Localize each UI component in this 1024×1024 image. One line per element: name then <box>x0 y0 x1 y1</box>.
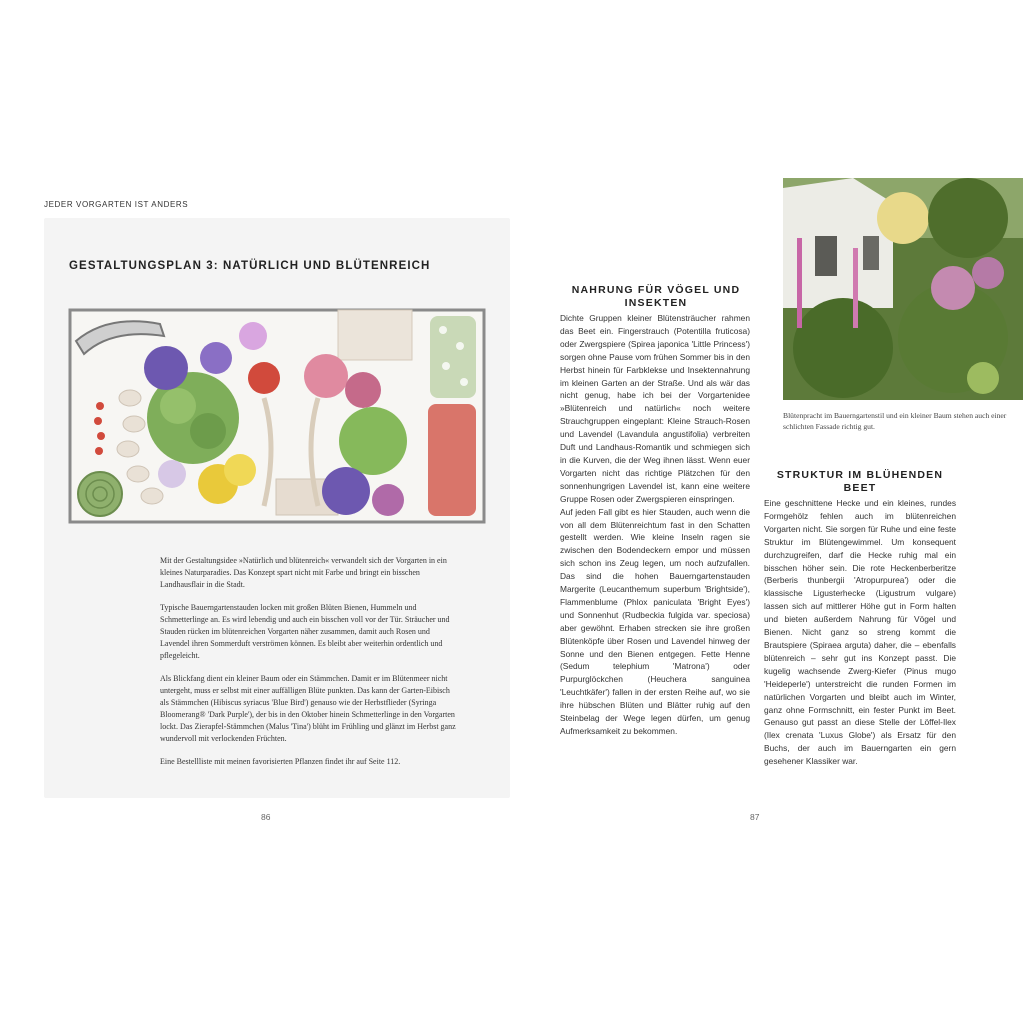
page-number-right: 87 <box>750 812 760 822</box>
photo-caption: Blütenpracht im Bauerngartenstil und ein kleiner Baum stehen auch einer schlichten Fassade richtig gut. <box>783 411 1007 431</box>
lavender-left <box>144 346 188 390</box>
pink-roses <box>304 354 348 398</box>
section-heading-struktur: STRUKTUR IM BLÜHENDEN BEET <box>776 469 944 494</box>
plan-title: GESTALTUNGSPLAN 3: NATÜRLICH UND BLÜTENREICH <box>69 260 431 272</box>
plan-description <box>160 555 460 779</box>
round-shrub <box>78 472 122 516</box>
section-heading-nahrung: NAHRUNG FÜR VÖGEL UND INSEKTEN <box>571 284 741 309</box>
plan-paragraph: Mit der Gestaltungsidee »Natürlich und blütenreich« verwandelt sich der Vorgarten in ein kleines Naturparadies. Das Konzept spart nicht mit Farbe und bringt ein bisschen Landhausflair in die Stadt. <box>160 556 447 589</box>
plan-paragraph: Typische Bauerngartenstauden locken mit großen Blüten Bienen, Hummeln und Schmetterlinge an. Es wird lebendig und auch ein bisschen voll vor der Tür. Sträucher und Stauden rücken im blütenreichen Vorgarten näher zusammen, damit auch Rosen und Lavendel ihren Sommerduft verströmen können. Es bleibt aber weiterhin ordentlich und pflegeleicht. <box>160 603 450 660</box>
red-roses <box>248 362 280 394</box>
white-shrubs <box>430 316 476 398</box>
body-column-2 <box>764 497 956 768</box>
body-paragraph: Dichte Gruppen kleiner Blütensträucher rahmen das Beet ein. Fingerstrauch (Potentilla fruticosa) oder Zwergspiere (Spirea japonica 'Little Princess') sorgen ohne Pause vom frühen Sommer bis in den Herbst hinein für Farbklekse und Insektennahrung im kleinen Garten an der Straße. Und als wär das nicht genug, habe ich bei der Vorgartenidee »Blütenreich und natürlich« noch weitere Strauchgruppen eingeplant: Kleine Strauch-Rosen und Lavendel (Lavandula angustifolia) verbreiten Duft und Landhaus-Romantik und schmiegen sich in die Kurven, die der Weg ihnen lässt. Wenn euer Vorgarten nicht das richtige Plätzchen für den sonnenhungrigen Lavendel ist, kann eine weitere Gruppe Rosen oder Zwergspieren einspringen. <box>560 313 750 504</box>
plan-paragraph: Eine Bestellliste mit meinen favorisierten Pflanzen findet ihr auf Seite 112. <box>160 757 401 766</box>
garden-plan-illustration <box>68 306 488 531</box>
lavender-right <box>322 467 370 515</box>
garden-photo <box>783 178 1023 400</box>
body-column-1 <box>560 312 750 738</box>
body-paragraph: Auf jeden Fall gibt es hier Stauden, auch wenn die von all dem Blütenreichtum fast in den Schatten gestellt werden. Wie kleine Inseln ragen sie zwischen den Bodendeckern empor und müssen sich schon ins Zeug legen, um noch aufzufallen. Das sind die hohen Bauerngartenstauden Margerite (Leucanthemum superbum 'Brightside'), Flammenblume (Phlox paniculata 'Bright Eyes') und Sonnenhut (Rudbeckia fulgida var. speciosa) aber gewöhnt. Erhaben strecken sie ihre großen Blütenköpfe über Rosen und Lavendel hinweg der Sonne und den Bienen entgegen. Fette Henne (Sedum telephium 'Matrona') oder Purpurglöckchen (Heuchera sanguinea 'Leuchtkäfer') fallen in der ersten Reihe auf, wo sie ihre hübschen Blüten und Blätter ruhig auf den Steinbelag der Wege legen dürfen, um genug Aufmerksamkeit zu bekommen. <box>560 506 750 736</box>
body-paragraph: Eine geschnittene Hecke und ein kleines, rundes Formgehölz fehlen auch im blütenreichen Vorgarten nicht. Sie sorgen für Ruhe und eine feste Struktur im Blütengewimmel. Um konsequent durchzugreifen, darf die Hecke ruhig mal ein bisschen höher sein. Die rote Heckenberberitze (Berberis thunbergii 'Atropurpurea') oder die klassische Ligusterhecke (Ligustrum vulgare) lassen sich auf mittlerer Höhe gut in Form halten und bieten außerdem Nahrung für Vögel und Bienen. Nicht ganz so streng kommt die Brautspiere (Spiraea arguta) daher, die – ebenfalls blütenreich – sehr gut ins Konzept passt. Die kugelig wachsende Zwerg-Kiefer (Pinus mugo 'Heideperle') unterstreicht die runden Formen im natürlichen Vorgarten und bleibt auch im Winter, ganz ohne Formschnitt, ein fester Punkt im Beet. Genauso gut passt an diese Stelle der Löffel-Ilex (Ilex crenata 'Luxus Globe') als Ersatz für den Buchs, der auch im Bauerngarten ein gern gesehener Klassiker war. <box>764 498 956 767</box>
page-number-left: 86 <box>261 812 271 822</box>
path-paving-top <box>338 310 412 360</box>
red-hedge <box>428 404 476 516</box>
running-head: JEDER VORGARTEN IST ANDERS <box>44 200 189 209</box>
flower-top <box>239 322 267 350</box>
plan-paragraph: Als Blickfang dient ein kleiner Baum oder ein Stämmchen. Damit er im Blütenmeer nicht untergeht, muss er selbst mit einer auffälligen Blüte punkten. Das kann der Garten-Eibisch als Stämmchen (Hibiscus syriacus 'Blue Bird') genauso wie der Herbstflieder (Syringa Bloomerang® 'Dark Purple'), der bis in den Oktober hinein Schmetterlinge in den Vorgarten lockt. Das Zierapfel-Stämmchen (Malus 'Tina') blüht im Frühling und glänzt im Herbst ganz wundervoll mit verlockenden Früchten. <box>160 674 456 743</box>
garden-plan-panel <box>44 218 510 798</box>
grass-right <box>339 407 407 475</box>
